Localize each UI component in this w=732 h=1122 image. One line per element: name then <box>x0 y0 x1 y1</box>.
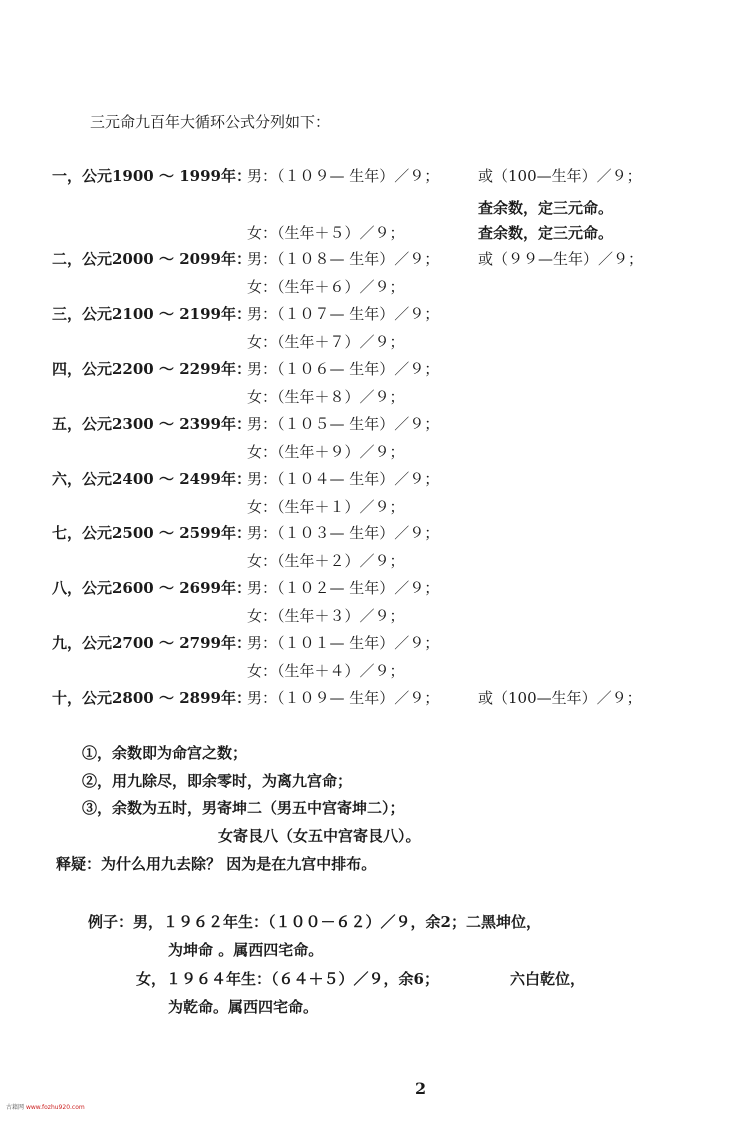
row-male-6: 男：（１０４— 生年）／９； <box>247 470 440 488</box>
rule-1: ①，余数即为命宫之数； <box>82 744 248 762</box>
row-male-2: 男：（１０８— 生年）／９； <box>247 250 440 268</box>
row-female-4: 女：（生年＋８）／９； <box>247 388 405 406</box>
row-alt-10: 或（100—生年）／９； <box>478 689 642 707</box>
row-alt-2: 或（９９—生年）／９； <box>478 250 644 268</box>
rule-3-female: 女寄艮八（女五中宫寄艮八）。 <box>218 827 421 845</box>
note-check-2: 查余数，定三元命。 <box>478 224 614 242</box>
example-female-line: 女，１９６４年生：（６４＋５）／９，余6； <box>136 970 439 988</box>
explanation: 释疑：为什么用九去除？ 因为是在九宫中排布。 <box>56 855 377 873</box>
row-alt-1: 或（100—生年）／９； <box>478 167 642 185</box>
note-check-1: 查余数，定三元命。 <box>478 199 614 217</box>
row-label-9: 九，公元2700 ～ 2799年： <box>52 634 251 652</box>
row-female-3: 女：（生年＋７）／９； <box>247 333 405 351</box>
page-title: 三元命九百年大循环公式分列如下： <box>90 113 331 131</box>
row-label-5: 五，公元2300 ～ 2399年： <box>52 415 251 433</box>
row-male-1: 男：（１０９— 生年）／９； <box>247 167 440 185</box>
row-label-2: 二，公元2000 ～ 2099年： <box>52 250 251 268</box>
row-female-8: 女：（生年＋３）／９； <box>247 607 405 625</box>
watermark-url: www.fozhu920.com <box>25 1104 85 1111</box>
row-female-7: 女：（生年＋２）／９； <box>247 552 405 570</box>
example-male-line: 例子：男，１９６２年生：（１００－６２）／９，余2；二黑坤位， <box>88 913 541 931</box>
row-female-5: 女：（生年＋９）／９； <box>247 443 405 461</box>
row-label-6: 六，公元2400 ～ 2499年： <box>52 470 251 488</box>
row-female-2: 女：（生年＋６）／９； <box>247 278 405 296</box>
rule-3: ③，余数为五时，男寄坤二（男五中宫寄坤二）； <box>82 799 405 817</box>
row-male-4: 男：（１０６— 生年）／９； <box>247 360 440 378</box>
row-male-8: 男：（１０２— 生年）／９； <box>247 579 440 597</box>
row-male-5: 男：（１０５— 生年）／９； <box>247 415 440 433</box>
rule-2: ②，用九除尽，即余零时，为离九宫命； <box>82 772 353 790</box>
row-label-3: 三，公元2100 ～ 2199年： <box>52 305 251 323</box>
row-label-4: 四，公元2200 ～ 2299年： <box>52 360 251 378</box>
example-female-position: 六白乾位， <box>510 970 586 988</box>
row-label-7: 七，公元2500 ～ 2599年： <box>52 524 251 542</box>
row-label-8: 八，公元2600 ～ 2699年： <box>52 579 251 597</box>
row-female-1: 女：（生年＋５）／９； <box>247 224 405 242</box>
example-female-result: 为乾命。属西四宅命。 <box>168 998 319 1016</box>
watermark <box>6 1102 85 1111</box>
row-male-3: 男：（１０７— 生年）／９； <box>247 305 440 323</box>
row-female-6: 女：（生年＋１）／９； <box>247 498 405 516</box>
watermark-site: 古籍网 <box>6 1104 25 1111</box>
page-number: 2 <box>415 1079 427 1098</box>
row-female-9: 女：（生年＋４）／９； <box>247 662 405 680</box>
row-label-1: 一，公元1900 ～ 1999年： <box>52 167 251 185</box>
row-male-9: 男：（１０１— 生年）／９； <box>247 634 440 652</box>
row-label-10: 十，公元2800 ～ 2899年： <box>52 689 251 707</box>
row-male-7: 男：（１０３— 生年）／９； <box>247 524 440 542</box>
row-male-10: 男：（１０９— 生年）／９； <box>247 689 440 707</box>
example-male-result: 为坤命 。属西四宅命。 <box>168 941 324 959</box>
